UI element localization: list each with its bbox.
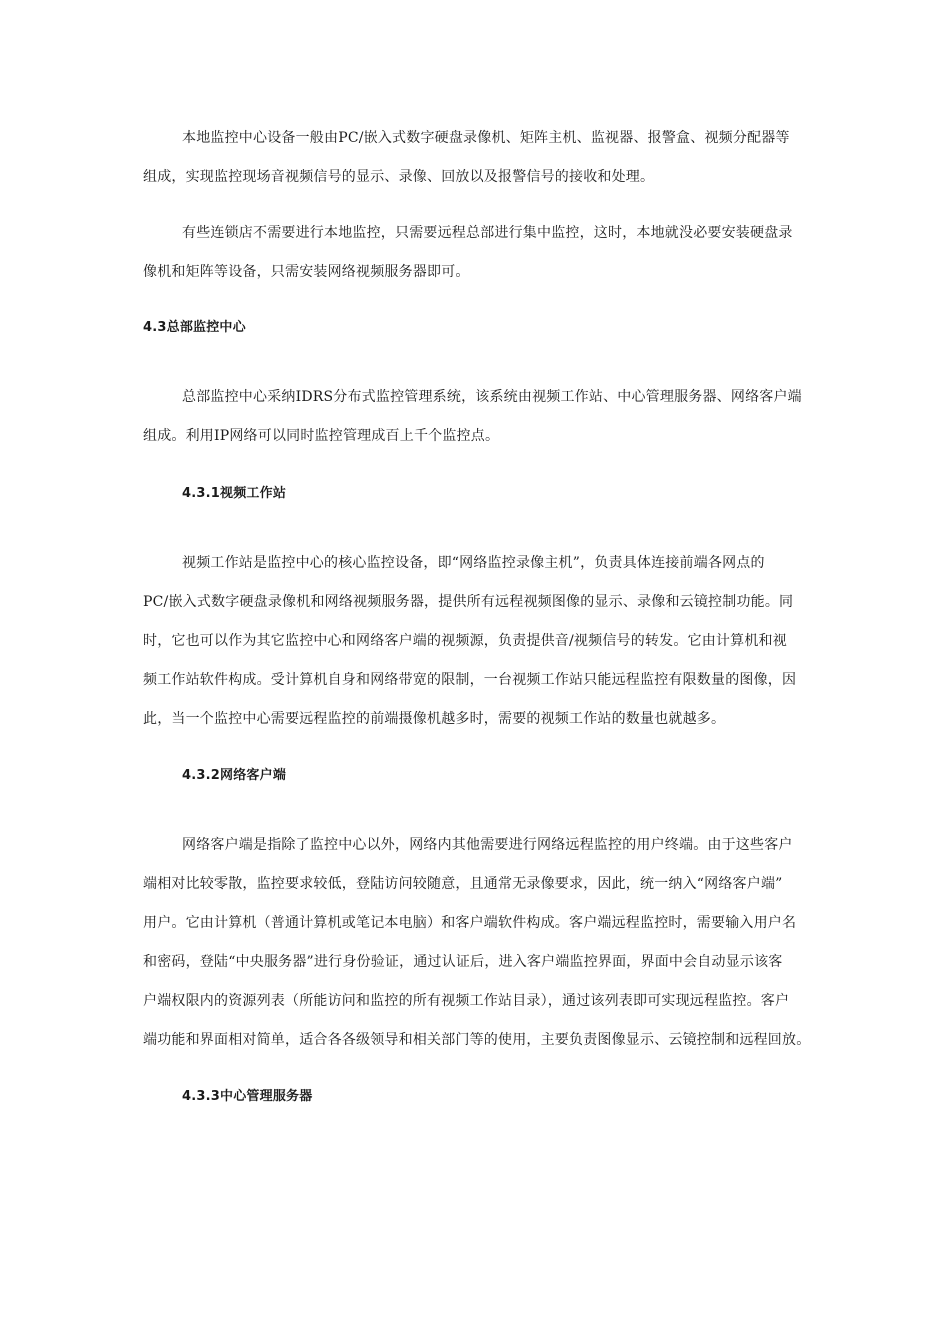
- paragraph-workstation-line-3: 时，它也可以作为其它监控中心和网络客户端的视频源，负责提供音/视频信号的转发。它由计算机和视: [143, 633, 787, 649]
- paragraph-client-line-2: 端相对比较零散，监控要求较低，登陆访问较随意，且通常无录像要求，因此，统一纳入“网络客户端”: [143, 876, 783, 892]
- paragraph-chain-stores-line-2: 像机和矩阵等设备，只需安装网络视频服务器即可。: [143, 264, 470, 280]
- paragraph-client-line-5: 户端权限内的资源列表（所能访问和监控的所有视频工作站目录），通过该列表即可实现远程监控。客户: [143, 993, 790, 1009]
- paragraph-workstation-line-5: 此，当一个监控中心需要远程监控的前端摄像机越多时，需要的视频工作站的数量也就越多。: [143, 711, 726, 727]
- heading-4-3-3: 4.3.3中心管理服务器: [182, 1089, 313, 1104]
- paragraph-client-line-1: 网络客户端是指除了监控中心以外，网络内其他需要进行网络远程监控的用户终端。由于这些客户: [182, 837, 793, 853]
- paragraph-client-line-6: 端功能和界面相对简单，适合各各级领导和相关部门等的使用，主要负责图像显示、云镜控制和远程回放。: [143, 1032, 811, 1048]
- paragraph-hq-center-line-2: 组成。利用IP网络可以同时监控管理成百上千个监控点。: [143, 428, 500, 444]
- paragraph-local-center-line-1: 本地监控中心设备一般由PC/嵌入式数字硬盘录像机、矩阵主机、监视器、报警盒、视频分配器等: [182, 130, 790, 146]
- paragraph-workstation-line-2: PC/嵌入式数字硬盘录像机和网络视频服务器，提供所有远程视频图像的显示、录像和云镜控制功能。同: [143, 594, 794, 610]
- heading-4-3: 4.3总部监控中心: [143, 320, 246, 335]
- heading-4-3-2: 4.3.2网络客户端: [182, 768, 287, 783]
- paragraph-workstation-line-4: 频工作站软件构成。受计算机自身和网络带宽的限制，一台视频工作站只能远程监控有限数量的图像，因: [143, 672, 797, 688]
- paragraph-local-center-line-2: 组成，实现监控现场音视频信号的显示、录像、回放以及报警信号的接收和处理。: [143, 169, 655, 185]
- paragraph-client-line-4: 和密码，登陆“中央服务器”进行身份验证，通过认证后，进入客户端监控界面，界面中会自动显示该客: [143, 954, 783, 970]
- paragraph-workstation-line-1: 视频工作站是监控中心的核心监控设备，即“网络监控录像主机”，负责具体连接前端各网点的: [182, 555, 765, 571]
- paragraph-hq-center-line-1: 总部监控中心采纳IDRS分布式监控管理系统，该系统由视频工作站、中心管理服务器、网络客户端: [182, 389, 802, 405]
- heading-4-3-1: 4.3.1视频工作站: [182, 486, 287, 501]
- paragraph-chain-stores-line-1: 有些连锁店不需要进行本地监控，只需要远程总部进行集中监控，这时，本地就没必要安装硬盘录: [182, 225, 793, 241]
- paragraph-client-line-3: 用户。它由计算机（普通计算机或笔记本电脑）和客户端软件构成。客户端远程监控时，需要输入用户名: [143, 915, 797, 931]
